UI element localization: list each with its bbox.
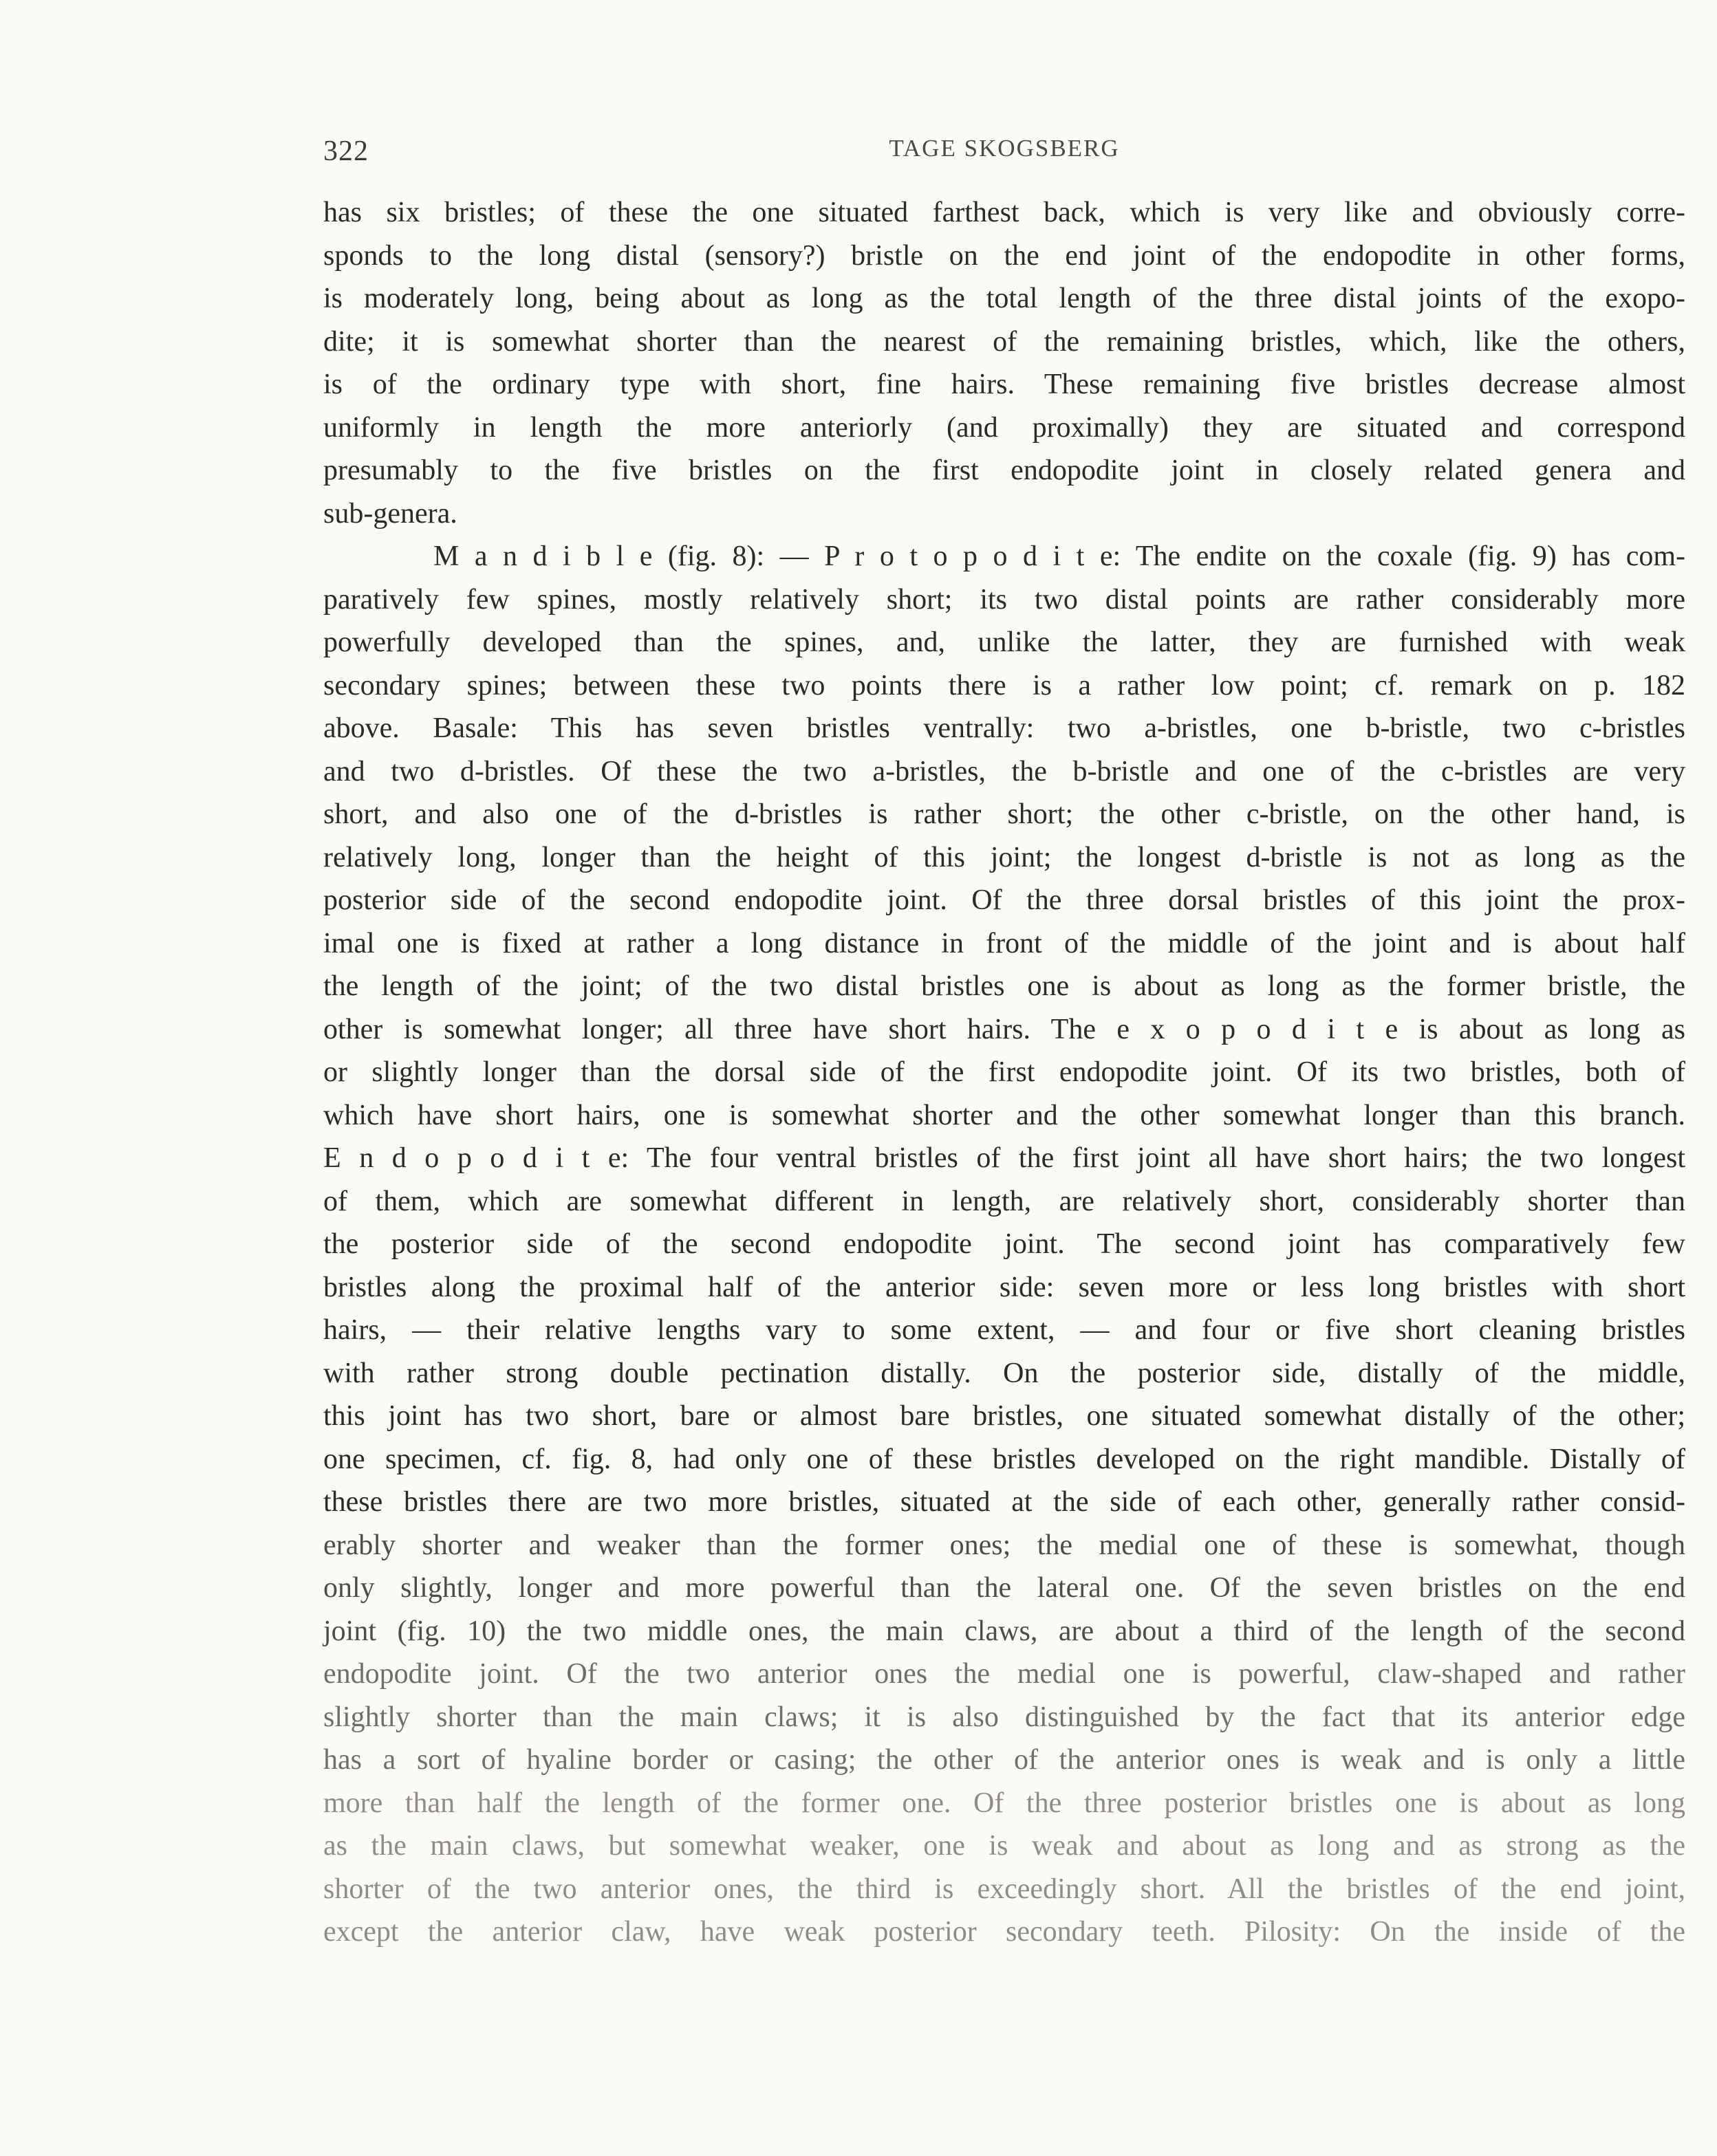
text-line: has a sort of hyaline border or casing; the other of the anterior ones is weak and is only a little: [323, 1744, 1685, 1776]
text-line: with rather strong double pectination distally. On the posterior side, distally of the middle,: [323, 1357, 1685, 1389]
text-line: one specimen, cf. fig. 8, had only one of these bristles developed on the right mandible. Distally of: [323, 1443, 1685, 1475]
text-line: only slightly, longer and more powerful than the lateral one. Of the seven bristles on the end: [323, 1572, 1685, 1604]
text-line: the length of the joint; of the two distal bristles one is about as long as the former bristle, the: [323, 970, 1685, 1002]
text-line: this joint has two short, bare or almost bare bristles, one situated somewhat distally of the other;: [323, 1400, 1685, 1432]
text-line: other is somewhat longer; all three have short hairs. The e x o p o d i t e is about as long as: [323, 1013, 1685, 1045]
text-line: has six bristles; of these the one situated farthest back, which is very like and obviously corre-: [323, 197, 1685, 228]
text-line: shorter of the two anterior ones, the third is exceedingly short. All the bristles of the end joint,: [323, 1873, 1685, 1905]
text-line: is moderately long, being about as long as the total length of the three distal joints of the exopo-: [323, 283, 1685, 314]
text-line: as the main claws, but somewhat weaker, one is weak and about as long and as strong as the: [323, 1830, 1685, 1862]
text-line: above. Basale: This has seven bristles ventrally: two a-bristles, one b-bristle, two c-bristles: [323, 712, 1685, 744]
text-line: M a n d i b l e (fig. 8): — P r o t o p o d i t e: The endite on the coxale (fig. 9) has com-: [433, 541, 1685, 572]
text-line: which have short hairs, one is somewhat shorter and the other somewhat longer than this branch.: [323, 1099, 1685, 1131]
text-line: more than half the length of the former one. Of the three posterior bristles one is about as long: [323, 1787, 1685, 1819]
text-line: secondary spines; between these two points there is a rather low point; cf. remark on p. 182: [323, 669, 1685, 701]
text-line: sub-genera.: [323, 497, 457, 530]
text-line: or slightly longer than the dorsal side of the first endopodite joint. Of its two bristles, both of: [323, 1056, 1685, 1088]
text-line: dite; it is somewhat shorter than the nearest of the remaining bristles, which, like the others,: [323, 325, 1685, 358]
text-line: short, and also one of the d-bristles is rather short; the other c-bristle, on the other hand, is: [323, 798, 1685, 830]
text-line: uniformly in length the more anteriorly (and proximally) they are situated and correspond: [323, 411, 1685, 444]
text-line: these bristles there are two more bristles, situated at the side of each other, generally rather consid-: [323, 1486, 1685, 1518]
body-text: [323, 191, 1685, 1954]
running-head: [323, 135, 1685, 176]
text-line: posterior side of the second endopodite joint. Of the three dorsal bristles of this joint the prox-: [323, 884, 1685, 916]
text-line: erably shorter and weaker than the former ones; the medial one of these is somewhat, though: [323, 1529, 1685, 1561]
text-line: E n d o p o d i t e: The four ventral bristles of the first joint all have short hairs; the two longest: [323, 1142, 1685, 1174]
text-line: of them, which are somewhat different in length, are relatively short, considerably shorter than: [323, 1185, 1685, 1217]
text-line: slightly shorter than the main claws; it is also distinguished by the fact that its anterior edge: [323, 1701, 1685, 1733]
text-line: endopodite joint. Of the two anterior ones the medial one is powerful, claw-shaped and rather: [323, 1658, 1685, 1690]
text-line: except the anterior claw, have weak posterior secondary teeth. Pilosity: On the inside of the: [323, 1916, 1685, 1948]
text-line: paratively few spines, mostly relatively short; its two distal points are rather considerably more: [323, 583, 1685, 616]
text-line: hairs, — their relative lengths vary to some extent, — and four or five short cleaning bristles: [323, 1314, 1685, 1346]
text-line: joint (fig. 10) the two middle ones, the main claws, are about a third of the length of the second: [323, 1615, 1685, 1647]
text-line: is of the ordinary type with short, fine hairs. These remaining five bristles decrease almost: [323, 369, 1685, 400]
text-line: sponds to the long distal (sensory?) bristle on the end joint of the endopodite in other forms,: [323, 239, 1685, 272]
text-line: relatively long, longer than the height of this joint; the longest d-bristle is not as long as the: [323, 841, 1685, 873]
text-line: bristles along the proximal half of the anterior side: seven more or less long bristles with short: [323, 1271, 1685, 1303]
text-line: presumably to the five bristles on the first endopodite joint in closely related genera and: [323, 455, 1685, 486]
text-line: the posterior side of the second endopodite joint. The second joint has comparatively few: [323, 1228, 1685, 1260]
page-number: 322: [323, 135, 369, 167]
text-line: powerfully developed than the spines, and, unlike the latter, they are furnished with weak: [323, 627, 1685, 658]
running-title: TAGE SKOGSBERG: [889, 135, 1120, 162]
text-line: imal one is fixed at rather a long distance in front of the middle of the joint and is about half: [323, 927, 1685, 959]
text-line: and two d-bristles. Of these the two a-bristles, the b-bristle and one of the c-bristles are very: [323, 755, 1685, 787]
